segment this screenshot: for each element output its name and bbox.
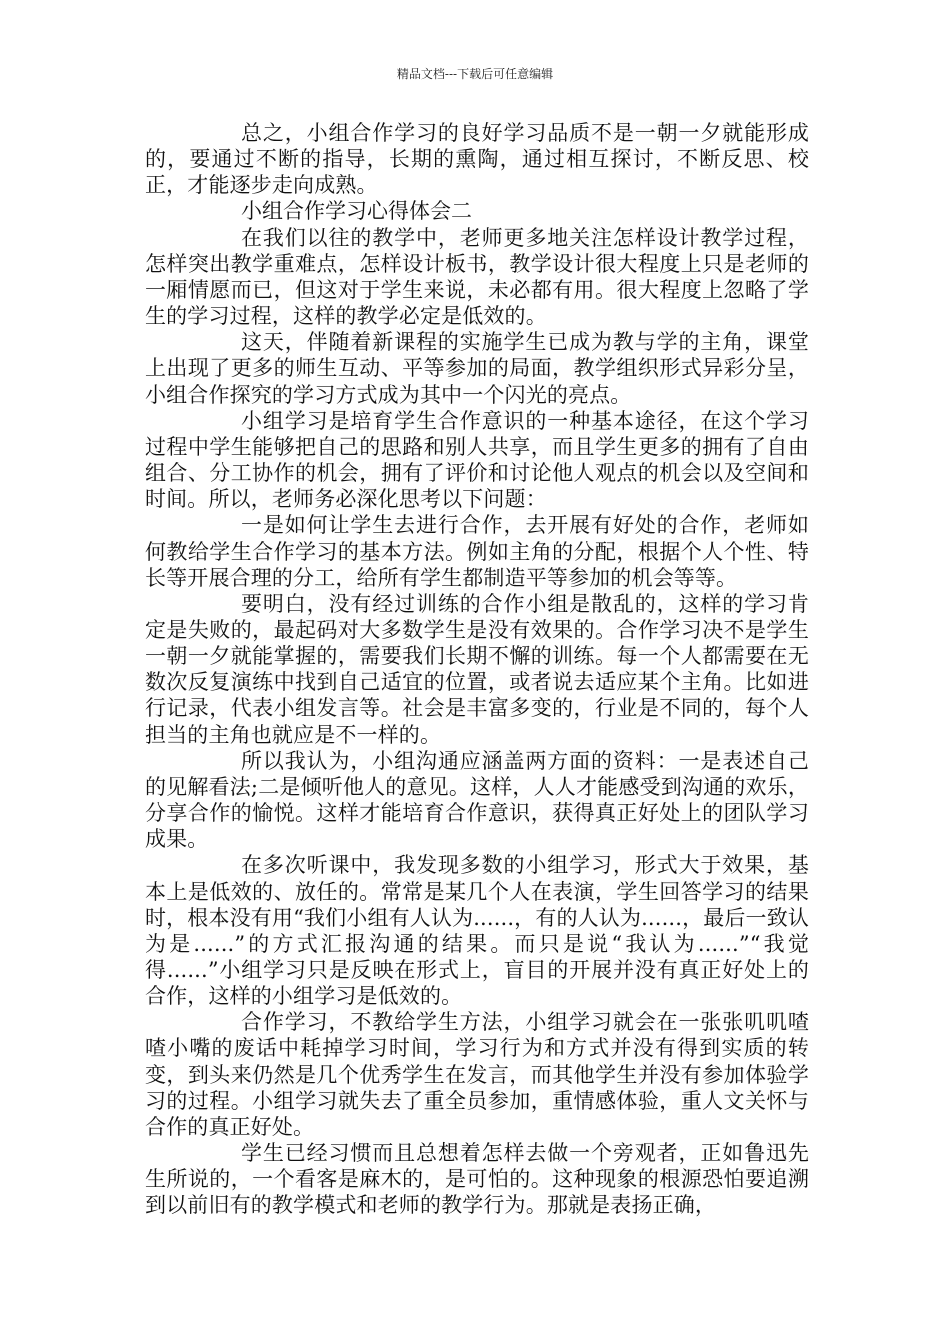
paragraph-bystander: 学生已经习惯而且总想着怎样去做一个旁观者，正如鲁迅先生所说的，一个看客是麻木的，是可怕的。这种现象的根源恐怕要追溯到以前旧有的教学模式和老师的教学行为。那就是表扬正确， (145, 1141, 809, 1218)
page-header: 精品文档---下载后可任意编辑 (396, 67, 554, 81)
paragraph-methods: 合作学习，不教给学生方法，小组学习就会在一张张叽叽喳喳小嘴的废话中耗掉学习时间，学习行为和方式并没有得到实质的转变，到头来仍然是几个优秀学生在发言，而其他学生并没有参加体验学习的过程。小组学习就失去了重全员参加，重情感体验，重人文关怀与合作的真正好处。 (145, 1010, 809, 1139)
paragraph-observation: 在多次听课中，我发现多数的小组学习，形式大于效果，基本上是低效的、放任的。常常是某几个人在表演，学生回答学习的结果时，根本没有用“我们小组有人认为......，有的人认为......，最后一致认为是......”的方式汇报沟通的结果。而只是说“我认为......”“我觉得......”小组学习只是反映在形式上，盲目的开展并没有真正好处上的合作，这样的小组学习是低效的。 (145, 853, 809, 1009)
paragraph-training: 要明白，没有经过训练的合作小组是散乱的，这样的学习肯定是失败的，最起码对大多数学生是没有效果的。合作学习决不是学生一朝一夕就能掌握的，需要我们长期不懈的训练。每一个人都需要在无数次反复演练中找到自己适宜的位置，或者说去适应某个主角。比如进行记录，代表小组发言等。社会是丰富多变的，行业是不同的，每个人担当的主角也就应是不一样的。 (145, 591, 809, 747)
paragraph-new-curriculum: 这天，伴随着新课程的实施学生已成为教与学的主角，课堂上出现了更多的师生互动、平等参加的局面，教学组织形式异彩分呈，小组合作探究的学习方式成为其中一个闪光的亮点。 (145, 330, 809, 407)
paragraph-group-learning: 小组学习是培育学生合作意识的一种基本途径，在这个学习过程中学生能够把自己的思路和别人共享，而且学生更多的拥有了自由组合、分工协作的机会，拥有了评价和讨论他人观点的机会以及空间和时间。所以，老师务必深化思考以下问题： (145, 408, 809, 512)
paragraph-traditional-teaching: 在我们以往的教学中，老师更多地关注怎样设计教学过程，怎样突出教学重难点，怎样设计板书，教学设计很大程度上只是老师的一厢情愿而已，但这对于学生来说，未必都有用。很大程度上忽略了学生的学习过程，这样的教学必定是低效的。 (145, 225, 809, 329)
paragraph-conclusion: 总之，小组合作学习的良好学习品质不是一朝一夕就能形成的，要通过不断的指导，长期的熏陶，通过相互探讨，不断反思、校正，才能逐步走向成熟。 (145, 121, 809, 198)
document-body (145, 120, 809, 1219)
paragraph-communication: 所以我认为，小组沟通应涵盖两方面的资料：一是表述自己的见解看法;二是倾听他人的意见。这样，人人才能感受到沟通的欢乐，分享合作的愉悦。这样才能培育合作意识，获得真正好处上的团队学习成果。 (145, 748, 809, 852)
section-heading: 小组合作学习心得体会二 (241, 199, 472, 224)
paragraph-question-one: 一是如何让学生去进行合作，去开展有好处的合作，老师如何教给学生合作学习的基本方法。例如主角的分配，根据个人个性、特长等开展合理的分工，给所有学生都制造平等参加的机会等等。 (145, 513, 809, 590)
